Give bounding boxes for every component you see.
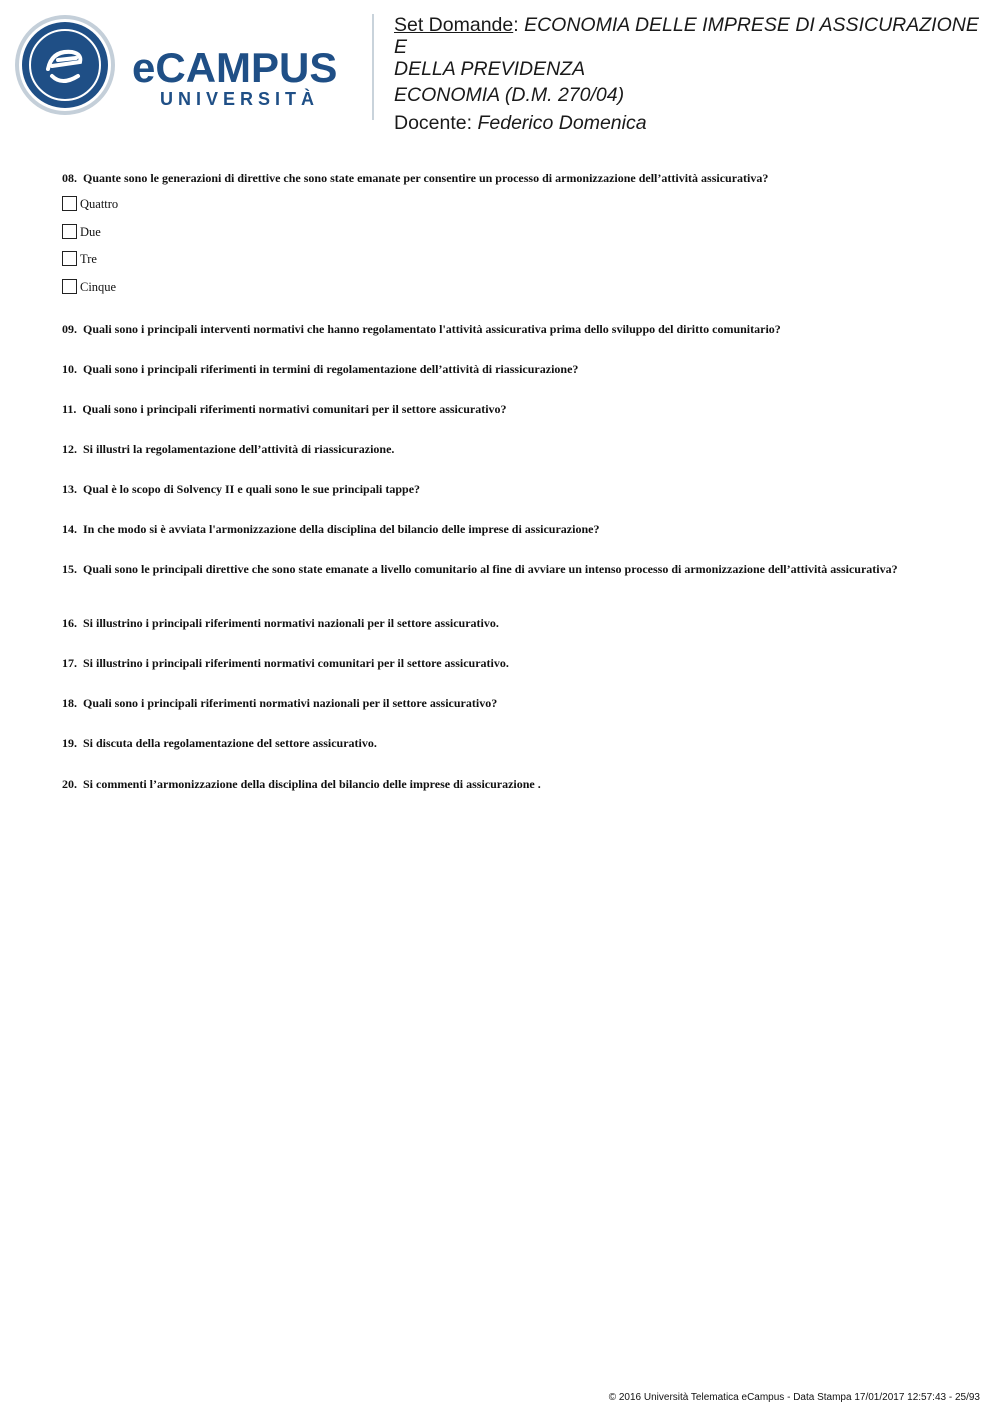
option-label: Cinque xyxy=(80,280,117,294)
question-number: 09. xyxy=(62,322,77,336)
checkbox[interactable] xyxy=(62,196,77,211)
teacher-line xyxy=(394,112,994,134)
question-17 xyxy=(62,656,932,670)
question-text: Qual è lo scopo di Solvency II e quali sono le sue principali tappe? xyxy=(83,482,421,496)
question-number: 17. xyxy=(62,656,77,670)
question-16 xyxy=(62,616,932,630)
question-number: 19. xyxy=(62,736,77,750)
question-text: Quali sono i principali riferimenti in termini di regolamentazione dell’attività di riassicurazione? xyxy=(83,362,579,376)
question-text: Quali sono i principali riferimenti normativi comunitari per il settore assicurativo? xyxy=(82,402,507,416)
checkbox[interactable] xyxy=(62,224,77,239)
question-number: 16. xyxy=(62,616,77,630)
question-11 xyxy=(62,402,932,416)
question-10 xyxy=(62,362,932,376)
question-15 xyxy=(62,562,932,576)
option-tre[interactable] xyxy=(62,251,97,269)
question-number: 15. xyxy=(62,562,77,576)
question-number: 14. xyxy=(62,522,77,536)
question-14 xyxy=(62,522,932,536)
question-text: Quali sono i principali interventi normativi che hanno regolamentato l'attività assicurativa prima dello sviluppo del diritto comunitario? xyxy=(83,322,781,336)
option-cinque[interactable] xyxy=(62,279,116,297)
logo-wordmark: eCAMPUS xyxy=(132,44,338,91)
course-line xyxy=(394,84,994,106)
question-09 xyxy=(62,322,932,336)
ecampus-logo-graphic xyxy=(14,14,359,118)
question-18 xyxy=(62,696,932,710)
question-text: Si discuta della regolamentazione del settore assicurativo. xyxy=(83,736,377,750)
logo-subtext: UNIVERSITÀ xyxy=(160,89,320,109)
option-label: Quattro xyxy=(80,197,119,211)
question-12 xyxy=(62,442,932,456)
option-label: Tre xyxy=(80,252,97,266)
question-number: 12. xyxy=(62,442,77,456)
question-number: 20. xyxy=(62,777,77,791)
question-text: Si illustrino i principali riferimenti normativi comunitari per il settore assicurativo. xyxy=(83,656,509,670)
ecampus-logo xyxy=(14,14,359,118)
teacher-name: Federico Domenica xyxy=(477,112,647,134)
set-title-continued: DELLA PREVIDENZA xyxy=(394,58,586,80)
question-20 xyxy=(62,777,932,791)
checkbox[interactable] xyxy=(62,279,77,294)
question-text: Quali sono i principali riferimenti normativi nazionali per il settore assicurativo? xyxy=(83,696,498,710)
question-number: 08. xyxy=(62,171,77,185)
question-text: Quali sono le principali direttive che sono state emanate a livello comunitario al fine di avviare un intenso processo di armonizzazione dell’attività assicurativa? xyxy=(83,562,898,576)
option-quattro[interactable] xyxy=(62,196,118,214)
question-number: 13. xyxy=(62,482,77,496)
course-name: ECONOMIA (D.M. 270/04) xyxy=(394,84,625,106)
question-number: 18. xyxy=(62,696,77,710)
question-number: 11. xyxy=(62,402,77,416)
question-text: In che modo si è avviata l'armonizzazione della disciplina del bilancio delle imprese di assicurazione? xyxy=(83,522,600,536)
question-19 xyxy=(62,736,932,750)
teacher-label: Docente: xyxy=(394,112,473,134)
question-text: Si illustrino i principali riferimenti normativi nazionali per il settore assicurativo. xyxy=(83,616,499,630)
option-due[interactable] xyxy=(62,224,101,242)
set-title: ECONOMIA DELLE IMPRESE DI ASSICURAZIONE E xyxy=(394,14,979,58)
header-info xyxy=(394,14,994,134)
option-label: Due xyxy=(80,225,101,239)
header-divider xyxy=(372,14,374,120)
checkbox[interactable] xyxy=(62,251,77,266)
question-number: 10. xyxy=(62,362,77,376)
question-text: Quante sono le generazioni di direttive che sono state emanate per consentire un processo di armonizzazione dell’attività assicurativa? xyxy=(83,171,769,185)
question-13 xyxy=(62,482,932,496)
set-label: Set Domande xyxy=(394,14,514,36)
question-08 xyxy=(62,171,932,185)
page-footer: © 2016 Università Telematica eCampus - Data Stampa 17/01/2017 12:57:43 - 25/93 xyxy=(608,1392,980,1403)
set-title-line1: Set Domande: ECONOMIA DELLE IMPRESE DI ASSICURAZIONE E xyxy=(394,14,979,58)
question-text: Si illustri la regolamentazione dell’attività di riassicurazione. xyxy=(83,442,395,456)
set-title-line2 xyxy=(394,58,994,80)
question-text: Si commenti l’armonizzazione della disciplina del bilancio delle imprese di assicurazione . xyxy=(83,777,541,791)
